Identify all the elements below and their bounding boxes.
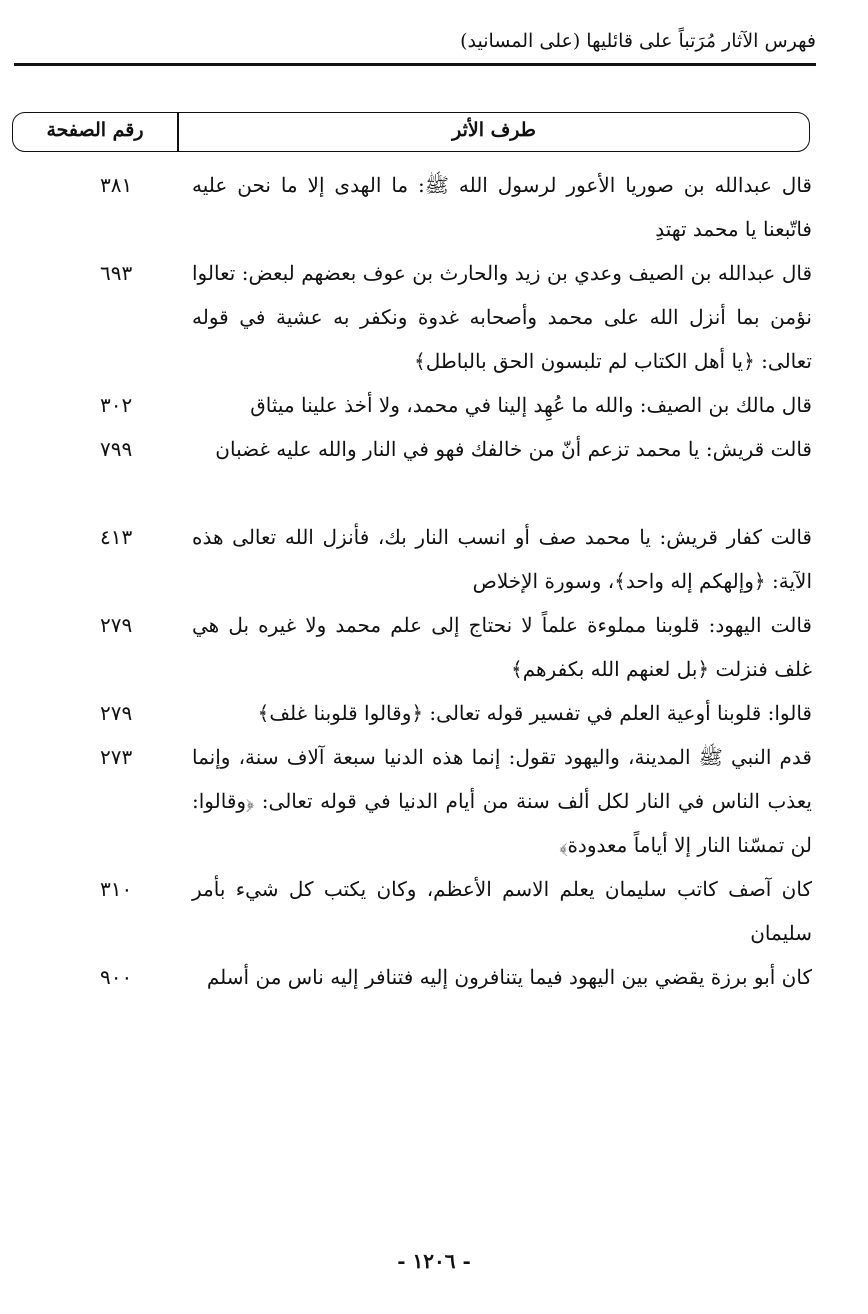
- entry-text: قال عبدالله بن صوريا الأعور لرسول الله ﷺ: ما الهدى إلا ما نحن عليه فاتّبعنا يا محمد تهتدِ: [192, 173, 812, 241]
- list-item: [0, 251, 868, 383]
- entry-page-number: ٩٠٠: [100, 965, 133, 989]
- entries-list: [0, 163, 868, 1043]
- entry-text: قال عبدالله بن الصيف وعدي بن زيد والحارث بن عوف بعضهم لبعض: تعالوا نؤمن بما أنزل الله على محمد وأصحابه غدوة ونكفر به عشية في قوله تعالى: ﴿يا أهل الكتاب لم تلبسون الحق بالباطل﴾: [192, 261, 812, 373]
- list-item: [0, 603, 868, 691]
- entry-page-number: ٢٧٩: [100, 701, 133, 725]
- entry-text: قالوا: قلوبنا أوعية العلم في تفسير قوله تعالى: ﴿وقالوا قلوبنا غلف﴾: [257, 701, 812, 725]
- list-item: [0, 427, 868, 515]
- athar-column-heading: طرف الأثر: [452, 119, 536, 141]
- list-item: [0, 867, 868, 955]
- entry-text: قالت اليهود: قلوبنا مملوءة علماً لا نحتاج إلى علم محمد ولا غيره بل هي غلف فنزلت ﴿بل لعنهم الله بكفرهم﴾: [192, 613, 812, 681]
- entry-page-number: ٧٩٩: [100, 437, 133, 461]
- list-item: [0, 383, 868, 427]
- list-item: [0, 515, 868, 603]
- page-column-heading: رقم الصفحة: [46, 119, 144, 141]
- entry-text: كان آصف كاتب سليمان يعلم الاسم الأعظم، وكان يكتب كل شيء بأمر سليمان: [192, 877, 812, 945]
- header-rule: [14, 63, 816, 66]
- entry-page-number: ٢٧٩: [100, 613, 133, 637]
- list-item: [0, 163, 868, 251]
- list-item: [0, 955, 868, 1043]
- entry-page-number: ٦٩٣: [100, 261, 133, 285]
- list-item: [0, 735, 868, 867]
- entry-page-number: ٢٧٣: [100, 745, 133, 769]
- entry-page-number: ٣٠٢: [100, 393, 133, 417]
- entry-page-number: ٣٨١: [100, 173, 133, 197]
- entry-page-number: ٤١٣: [100, 525, 133, 549]
- entry-text: قالت قريش: يا محمد تزعم أنّ من خالفك فهو في النار والله عليه غضبان: [215, 437, 812, 461]
- entry-text: قالت كفار قريش: يا محمد صف أو انسب النار بك، فأنزل الله تعالى هذه الآية: ﴿وإلهكم إله واحد﴾، وسورة الإخلاص: [192, 525, 812, 593]
- list-item: [0, 691, 868, 735]
- table-header: [12, 112, 810, 152]
- entry-text: قدم النبي ﷺ المدينة، واليهود تقول: إنما هذه الدنيا سبعة آلاف سنة، وإنما يعذب الناس في النار لكل ألف سنة من أيام الدنيا في قوله تعالى: ﴿وقالوا: لن تمسّنا النار إلا أياماً معدودة﴾: [192, 745, 812, 857]
- running-title: فهرس الآثار مُرَتباً على قائليها (على المسانيد): [460, 30, 816, 52]
- entry-page-number: ٣١٠: [100, 877, 133, 901]
- entry-text: قال مالك بن الصيف: والله ما عُهِد إلينا في محمد، ولا أخذ علينا ميثاق: [250, 393, 812, 417]
- page-number: - ١٢٠٦ -: [397, 1249, 471, 1273]
- entry-text: كان أبو برزة يقضي بين اليهود فيما يتنافرون إليه فتنافر إليه ناس من أسلم: [206, 965, 812, 989]
